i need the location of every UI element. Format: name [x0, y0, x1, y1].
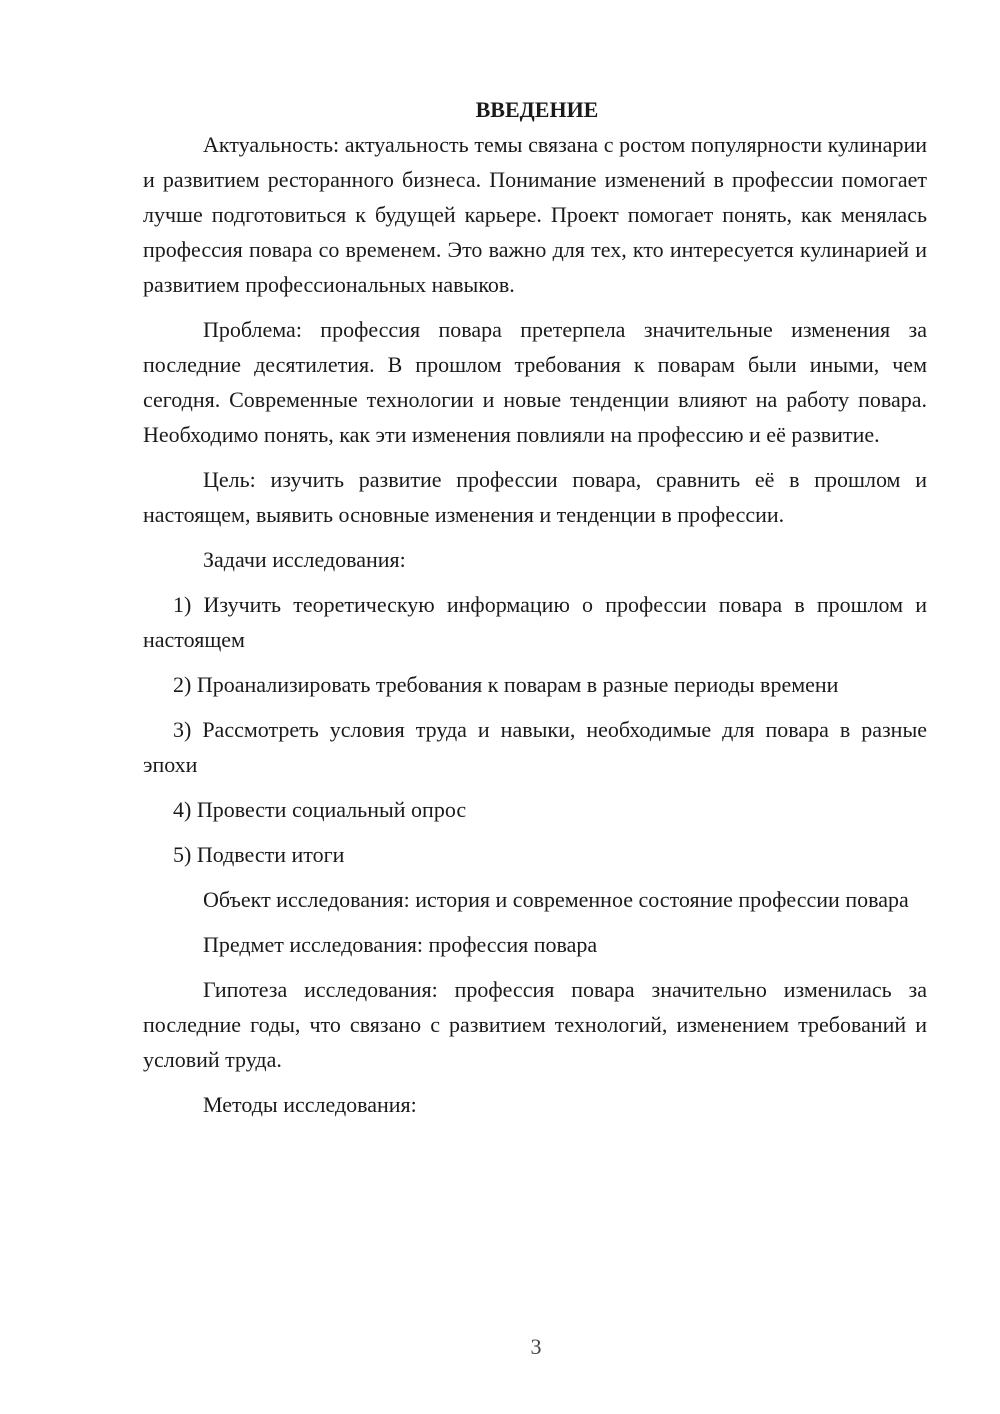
- paragraph-subject: Предмет исследования: профессия повара: [203, 932, 598, 957]
- tasks-heading: Задачи исследования:: [203, 547, 406, 572]
- page-content: [143, 92, 927, 1132]
- paragraph-problem: Проблема: профессия повара претерпела значительные изменения за последние десятилетия. В прошлом требования к поварам были иными, чем сегодня. Современные технологии и новые тенденции влияют на работу повара. Необходимо понять, как эти изменения повлияли на профессию и её развитие.: [143, 317, 927, 447]
- task-item-3: 3) Рассмотреть условия труда и навыки, необходимые для повара в разные эпохи: [143, 717, 927, 777]
- paragraph-hypothesis: Гипотеза исследования: профессия повара значительно изменилась за последние годы, что связано с развитием технологий, изменением требований и условий труда.: [143, 977, 927, 1072]
- task-item-1: 1) Изучить теоретическую информацию о профессии повара в прошлом и настоящем: [143, 592, 927, 652]
- methods-heading: Методы исследования:: [203, 1092, 417, 1117]
- paragraph-goal: Цель: изучить развитие профессии повара, сравнить её в прошлом и настоящем, выявить основные изменения и тенденции в профессии.: [143, 467, 927, 527]
- task-item-5: 5) Подвести итоги: [173, 842, 345, 867]
- page-number: 3: [530, 1334, 542, 1359]
- task-item-2: 2) Проанализировать требования к поварам в разные периоды времени: [173, 672, 839, 697]
- paragraph-relevance: Актуальность: актуальность темы связана с ростом популярности кулинарии и развитием ресторанного бизнеса. Понимание изменений в профессии помогает лучше подготовиться к будущей карьере. Проект помогает понять, как менялась профессия повара со временем. Это важно для тех, кто интересуется кулинарией и развитием профессиональных навыков.: [143, 132, 927, 297]
- task-item-4: 4) Провести социальный опрос: [173, 797, 467, 822]
- section-title: ВВЕДЕНИЕ: [475, 97, 599, 122]
- paragraph-object: Объект исследования: история и современное состояние профессии повара: [203, 887, 909, 912]
